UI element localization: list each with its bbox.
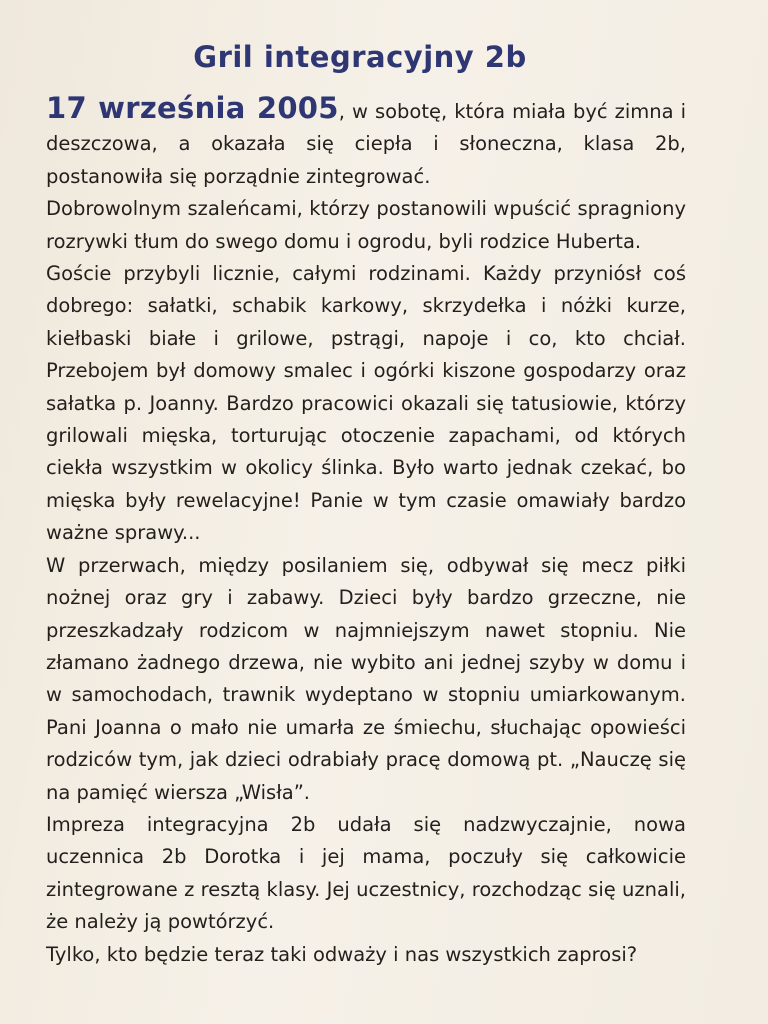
event-date: 17 września 2005: [46, 91, 339, 125]
paragraph-guests: Goście przybyli licznie, całymi rodzinami. Każdy przyniósł coś dobrego: sałatki, schabik karkowy, skrzydełka i nóżki kurze, kiełbaski białe i grilowe, pstrągi, napoje i co, kto chciał. Przebojem był domowy smalec i ogórki kiszone gospodarzy oraz sałatka p. Joanny. Bardzo pracowici okazali się tatusiowie, którzy grilowali mięska, torturując otoczenie zapachami, od których ciekła wszystkim w okolicy ślinka. Było warto jednak czekać, bo mięska były rewelacyjne! Panie w tym czasie omawiały bardzo ważne sprawy...: [46, 262, 686, 545]
document-title: Gril integracyjny 2b: [193, 40, 527, 74]
paragraph-intro: [46, 92, 686, 193]
paragraph-games: W przerwach, między posilaniem się, odbywał się mecz piłki nożnej oraz gry i zabawy. Dzieci były bardzo grzeczne, nie przeszkadzały rodzicom w najmniejszym nawet stopniu. Nie złamano żadnego drzewa, nie wybito ani jednej szyby w domu i w samochodach, trawnik wydeptano w stopniu umiarkowanym. Pani Joanna o mało nie umarła ze śmiechu, słuchając opowieści rodziców tym, jak dzieci odrabiały pracę domową pt. „Nauczę się na pamięć wiersza „Wisła”.: [46, 553, 686, 804]
document-body: [46, 92, 686, 971]
paragraph-summary: Impreza integracyjna 2b udała się nadzwyczajnie, nowa uczennica 2b Dorotka i jej mama, poczuły się całkowicie zintegrowane z resztą klasy. Jej uczestnicy, rozchodząc się uznali, że należy ją powtórzyć.: [46, 812, 686, 934]
paragraph-intro-text: , w sobotę, która miała być zimna i deszczowa, a okazała się ciepła i słoneczna, klasa 2b, postanowiła się porządnie zintegrować.: [46, 100, 686, 188]
paragraph-closing: Tylko, kto będzie teraz taki odważy i nas wszystkich zaprosi?: [46, 942, 638, 966]
paragraph-hosts: Dobrowolnym szaleńcami, którzy postanowili wpuścić spragniony rozrywki tłum do swego domu i ogrodu, byli rodzice Huberta.: [46, 197, 686, 253]
